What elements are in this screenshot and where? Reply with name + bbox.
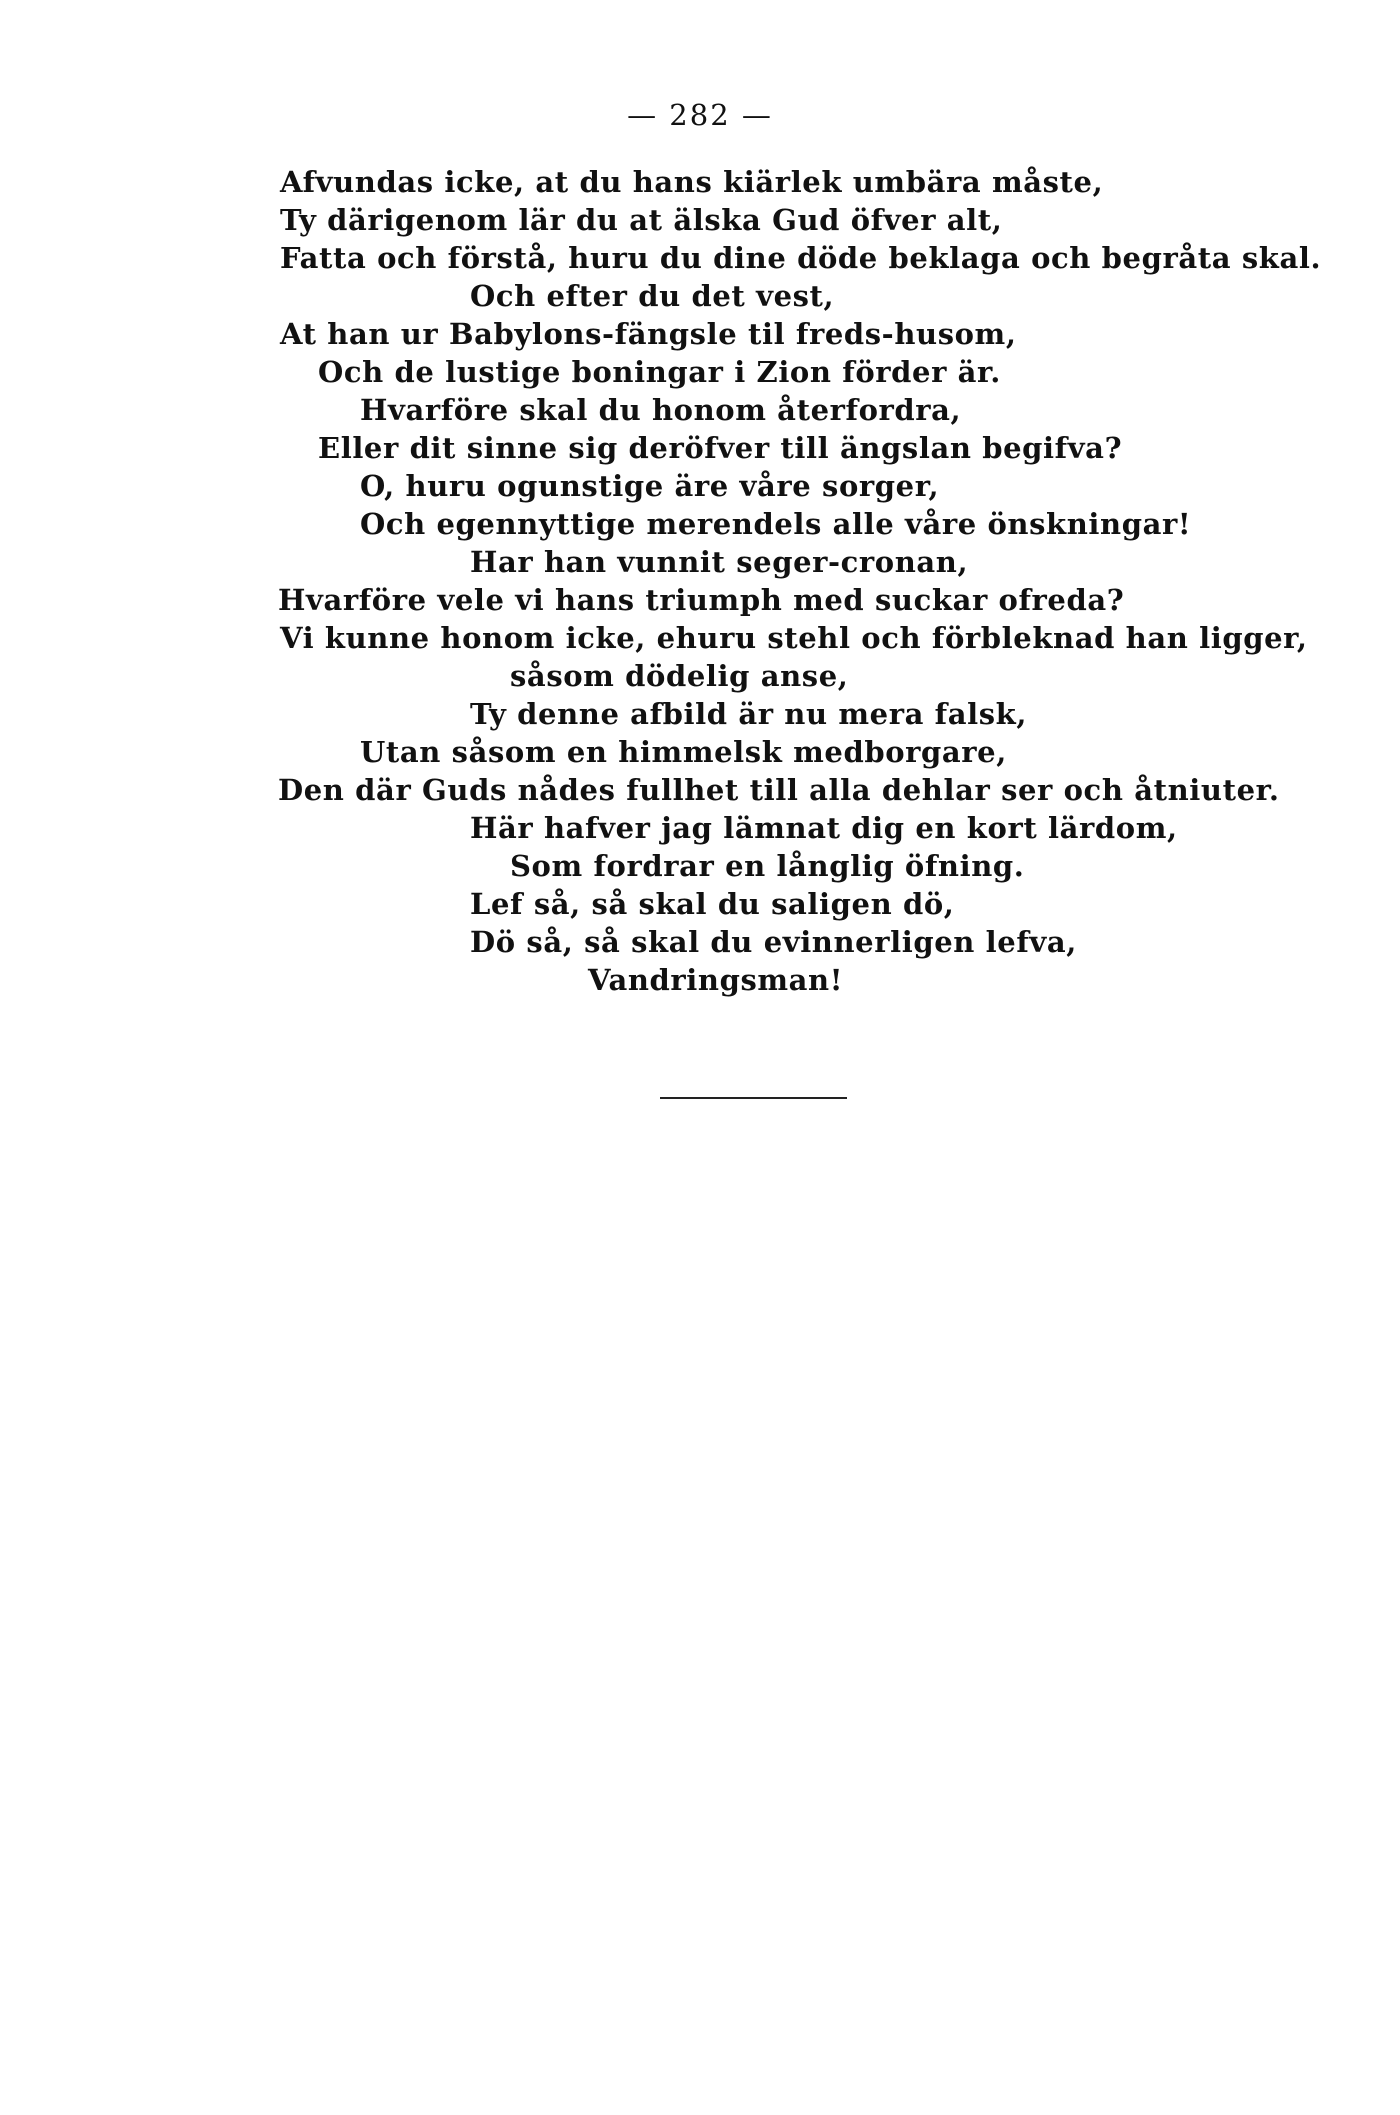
poem-line: Ty denne afbild är nu mera falsk, (470, 697, 1028, 731)
poem-line: Som fordrar en långlig öfning. (510, 849, 1025, 883)
poem-line: Den där Guds nådes fullhet till alla dehlar ser och åtniuter. (278, 773, 1280, 807)
page-number: — 282 — (627, 98, 773, 132)
poem-line: Och efter du det vest, (470, 279, 835, 313)
poem-line: Och egennyttige merendels alle våre önskningar! (360, 507, 1192, 541)
poem-line: Vi kunne honom icke, ehuru stehl och förbleknad han ligger, (280, 621, 1308, 655)
poem-line: Har han vunnit seger-cronan, (470, 545, 969, 579)
poem-line: Dö så, så skal du evinnerligen lefva, (470, 925, 1077, 959)
poem-line: Hvarföre skal du honom återfordra, (360, 393, 962, 427)
poem-line: Lef så, så skal du saligen dö, (470, 887, 955, 921)
poem-line: Ty därigenom lär du at älska Gud öfver alt, (280, 203, 1003, 237)
poem-line: Hvarföre vele vi hans triumph med suckar ofreda? (278, 583, 1125, 617)
poem-line: Här hafver jag lämnat dig en kort lärdom, (470, 811, 1178, 845)
poem-line: At han ur Babylons-fängsle til freds-husom, (280, 317, 1017, 351)
poem-line: Afvundas icke, at du hans kiärlek umbära måste, (280, 165, 1104, 199)
poem-line: Eller dit sinne sig deröfver till ängslan begifva? (318, 431, 1123, 465)
poem-line: såsom dödelig anse, (510, 659, 849, 693)
poem-line: Fatta och förstå, huru du dine döde beklaga och begråta skal. (280, 241, 1322, 275)
closing-rule (660, 1097, 847, 1099)
poem-line: Och de lustige boningar i Zion förder är. (318, 355, 1001, 389)
poem-line: Vandringsman! (588, 963, 844, 997)
poem-line: O, huru ogunstige äre våre sorger, (360, 469, 940, 503)
poem-line: Utan såsom en himmelsk medborgare, (360, 735, 1007, 769)
